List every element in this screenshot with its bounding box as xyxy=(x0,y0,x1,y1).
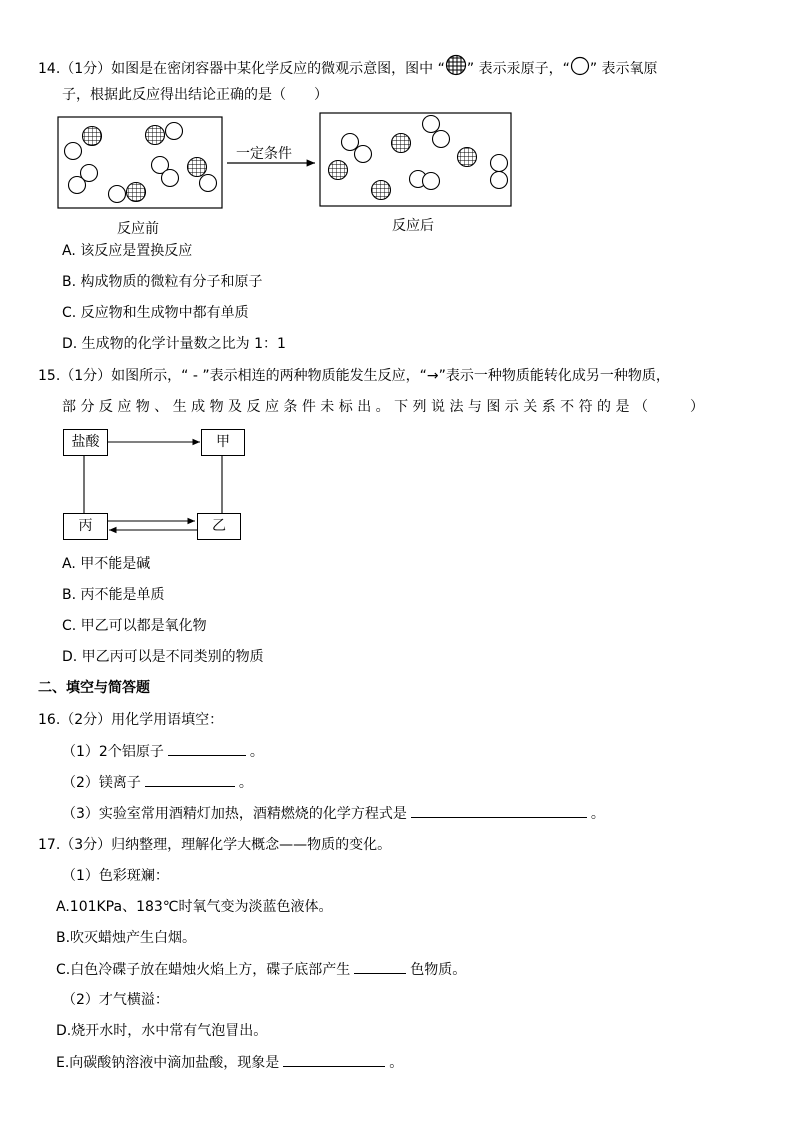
q17-item-e-text: E.向碳酸钠溶液中滴加盐酸，现象是 xyxy=(56,1055,280,1071)
q14-stem-part2: ” 表示汞原子，“ xyxy=(466,61,570,77)
q14-option-a[interactable]: A. 该反应是置换反应 xyxy=(62,243,193,259)
q14-option-b[interactable]: B. 构成物质的微粒有分子和原子 xyxy=(62,274,263,290)
q14-option-c[interactable]: C. 反应物和生成物中都有单质 xyxy=(62,305,249,321)
q15-option-d[interactable]: D. 甲乙丙可以是不同类别的物质 xyxy=(62,649,264,665)
q17-sub2: （2）才气横溢： xyxy=(62,992,169,1008)
q16-stem: 16.（2分）用化学用语填空： xyxy=(38,712,224,728)
before-label: 反应前 xyxy=(117,221,159,237)
q16-item1 xyxy=(62,741,264,762)
q16-item2-end: 。 xyxy=(238,775,253,791)
q16-item3-blank[interactable] xyxy=(411,803,587,818)
q17-item-b: B.吹灭蜡烛产生白烟。 xyxy=(56,930,197,946)
q17-sub1: （1）色彩斑斓： xyxy=(62,868,169,884)
q14-stem-line2: 子，根据此反应得出结论正确的是（ ） xyxy=(62,87,328,103)
section-title: 二、填空与简答题 xyxy=(38,680,150,696)
q16-item2-text: （2）镁离子 xyxy=(62,775,141,791)
after-label: 反应后 xyxy=(392,218,434,234)
q14-stem-part1: 14.（1分）如图是在密闭容器中某化学反应的微观示意图，图中 “ xyxy=(38,61,445,77)
box-hydrochloric-acid: 盐酸 xyxy=(63,429,108,456)
q17-item-c-post: 色物质。 xyxy=(410,962,467,978)
q16-item3-end: 。 xyxy=(590,806,605,822)
q16-item2 xyxy=(62,772,253,793)
q15-option-c[interactable]: C. 甲乙可以都是氧化物 xyxy=(62,618,207,634)
q15-stem-line1: 15.（1分）如图所示，“ - ”表示相连的两种物质能发生反应，“→”表示一种物质能转化成另一种物质， xyxy=(38,368,670,384)
q15-relation-diagram xyxy=(0,0,794,560)
q17-item-a: A.101KPa、183℃时氧气变为淡蓝色液体。 xyxy=(56,899,333,915)
q15-stem-line2: 部 分 反 应 物 、 生 成 物 及 反 应 条 件 未 标 出 。 下 列 说 法 与 图 示 关 系 不 符 的 是 （ ） xyxy=(62,399,704,415)
q16-item2-blank[interactable] xyxy=(145,772,235,787)
q16-item1-end: 。 xyxy=(249,744,264,760)
q17-item-c-text: C.白色冷碟子放在蜡烛火焰上方，碟子底部产生 xyxy=(56,962,351,978)
q17-item-d: D.烧开水时，水中常有气泡冒出。 xyxy=(56,1023,268,1039)
box-yi: 乙 xyxy=(197,513,241,540)
q17-item-c-blank[interactable] xyxy=(354,959,406,974)
q17-item-e-blank[interactable] xyxy=(283,1052,385,1067)
q16-item3-text: （3）实验室常用酒精灯加热，酒精燃烧的化学方程式是 xyxy=(62,806,407,822)
q17-item-e xyxy=(56,1052,403,1073)
reaction-condition-label: 一定条件 xyxy=(236,146,292,162)
q17-stem: 17.（3分）归纳整理，理解化学大概念——物质的变化。 xyxy=(38,837,392,853)
q17-item-c xyxy=(56,959,466,980)
q14-stem-part3: ” 表示氧原 xyxy=(589,61,658,77)
q17-item-e-end: 。 xyxy=(389,1055,404,1071)
q16-item1-blank[interactable] xyxy=(168,741,246,756)
q15-option-b[interactable]: B. 丙不能是单质 xyxy=(62,587,165,603)
q14-option-d[interactable]: D. 生成物的化学计量数之比为 1：1 xyxy=(62,336,286,352)
q15-option-a[interactable]: A. 甲不能是碱 xyxy=(62,556,151,572)
box-bing: 丙 xyxy=(63,513,108,540)
q16-item1-text: （1）2个铝原子 xyxy=(62,744,164,760)
box-jia: 甲 xyxy=(201,429,245,456)
q16-item3 xyxy=(62,803,605,824)
